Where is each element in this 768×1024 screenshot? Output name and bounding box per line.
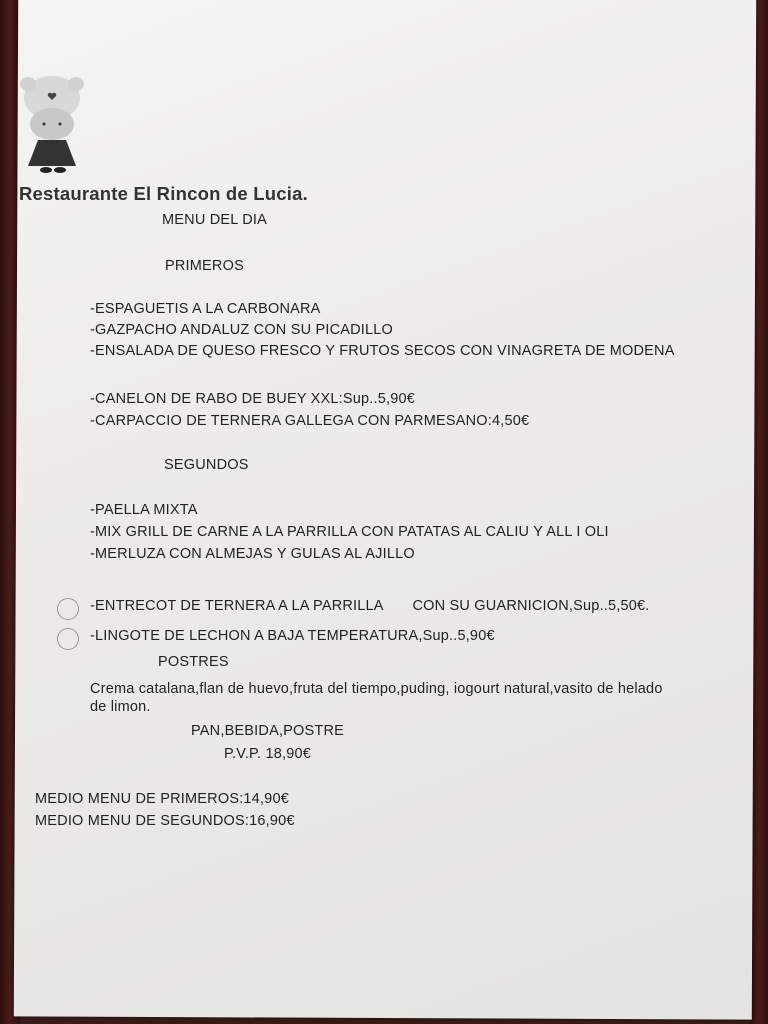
half-menu-price: MEDIO MENU DE PRIMEROS:14,90€ (35, 791, 289, 807)
menu-item: -LINGOTE DE LECHON A BAJA TEMPERATURA,Sup..5,90€ (90, 628, 495, 644)
postres-heading: POSTRES (158, 654, 229, 670)
half-menu-price: MEDIO MENU DE SEGUNDOS:16,90€ (35, 813, 295, 829)
segundos-heading: SEGUNDOS (164, 457, 249, 473)
postres-text: Crema catalana,flan de huevo,fruta del tiempo,puding, iogourt natural,vasito de helado (90, 681, 663, 697)
menu-item: -GAZPACHO ANDALUZ CON SU PICADILLO (90, 322, 394, 338)
girl-logo-icon (20, 72, 86, 176)
menu-item: -ENTRECOT DE TERNERA A LA PARRILLA CON SU GUARNICION,Sup..5,50€. (90, 598, 650, 614)
menu-price: P.V.P. 18,90€ (224, 746, 312, 762)
menu-item: -PAELLA MIXTA (90, 502, 198, 518)
includes-text: PAN,BEBIDA,POSTRE (191, 723, 345, 739)
restaurant-name: Restaurante El Rincon de Lucia. (19, 183, 308, 204)
menu-item: -ENSALADA DE QUESO FRESCO Y FRUTOS SECOS CON VINAGRETA DE MODENA (90, 343, 675, 359)
menu-item: -MERLUZA CON ALMEJAS Y GULAS AL AJILLO (90, 546, 415, 562)
menu-item: -CARPACCIO DE TERNERA GALLEGA CON PARMESANO:4,50€ (90, 413, 530, 429)
circle-mark-icon (57, 628, 79, 650)
menu-item: -MIX GRILL DE CARNE A LA PARRILLA CON PATATAS AL CALIU Y ALL I OLI (90, 524, 609, 540)
primeros-heading: PRIMEROS (165, 258, 244, 274)
menu-item: -CANELON DE RABO DE BUEY XXL:Sup..5,90€ (90, 391, 416, 407)
postres-text: de limon. (90, 699, 151, 715)
circle-mark-icon (57, 598, 79, 620)
menu-item: -ESPAGUETIS A LA CARBONARA (90, 301, 321, 317)
menu-title: MENU DEL DIA (162, 212, 267, 228)
